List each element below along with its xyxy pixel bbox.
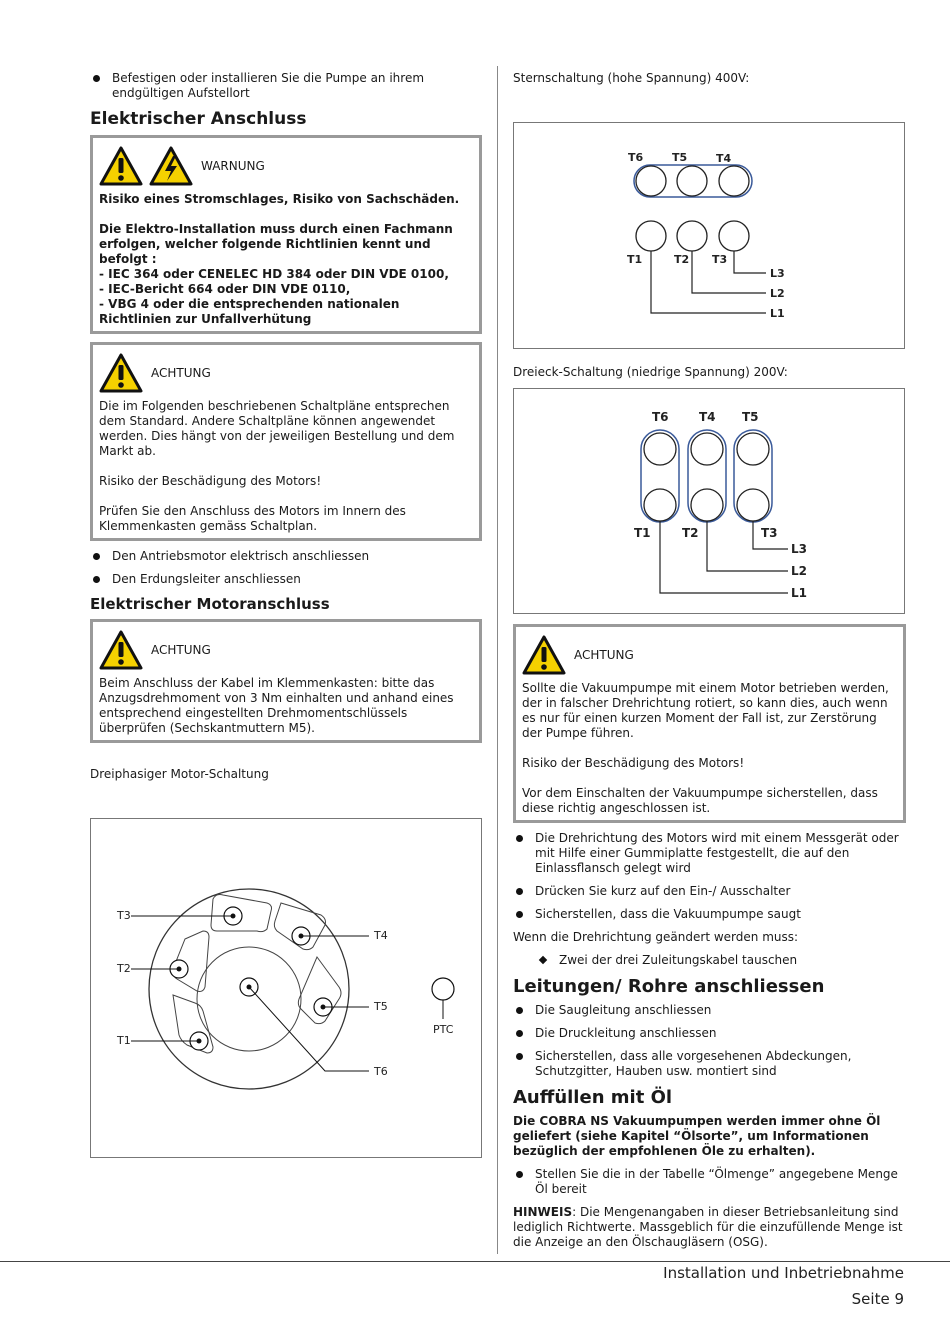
paragraph-wenn: Wenn die Drehrichtung geändert werden muss:	[513, 930, 799, 944]
caption-dreiphasig: Dreiphasiger Motor-Schaltung	[90, 767, 269, 781]
high-voltage-icon	[149, 146, 193, 186]
warning-line1: Risiko eines Stromschlages, Risiko von Sachschäden.	[99, 192, 460, 206]
achtung-text: Vor dem Einschalten der Vakuumpumpe sicherstellen, dass diese richtig angeschlossen ist.	[522, 786, 878, 815]
motor-terminal-diagram	[90, 818, 482, 1158]
footer-rule	[0, 1261, 950, 1262]
achtung-box-drehrichtung	[513, 624, 906, 823]
star-label-t6: T6	[628, 151, 644, 164]
star-label-t5: T5	[672, 151, 688, 164]
list-item: Stellen Sie die in der Tabelle “Ölmenge” angegebene Menge Öl bereit	[513, 1167, 906, 1197]
motor-label-t1: T1	[117, 1034, 131, 1047]
delta-label-t4: T4	[699, 410, 716, 424]
achtung-text: Sollte die Vakuumpumpe mit einem Motor betrieben werden, der in falscher Drehrichtung rotiert, so kann dies, auch wenn es nur für einen kurzen Moment der Fall ist, zur Zerstörung der Pumpe führen.	[522, 681, 889, 740]
delta-label-t3: T3	[761, 526, 778, 540]
warning-box	[90, 135, 482, 334]
heading-elektrischer-anschluss: Elektrischer Anschluss	[90, 109, 307, 129]
warning-triangle-icon	[99, 353, 143, 393]
right-column	[513, 64, 906, 1258]
list-item: Den Erdungsleiter anschliessen	[90, 572, 482, 587]
warning-triangle-icon	[99, 630, 143, 670]
star-label-l1: L1	[770, 307, 785, 320]
star-label-t2: T2	[674, 253, 690, 266]
list-item: Sicherstellen, dass die Vakuumpumpe saugt	[513, 907, 906, 922]
achtung-tag: ACHTUNG	[151, 643, 211, 657]
list-item: Den Antriebsmotor elektrisch anschliessen	[90, 549, 482, 564]
achtung-text: Prüfen Sie den Anschluss des Motors im Innern des Klemmenkasten gemäss Schaltplan.	[99, 504, 406, 533]
heading-motoranschluss: Elektrischer Motoranschluss	[90, 595, 330, 613]
delta-label-t2: T2	[682, 526, 699, 540]
warning-line2: Die Elektro-Installation muss durch einen Fachmann erfolgen, welcher folgende Richtlinien kennt und befolgt :	[99, 222, 453, 266]
delta-label-l3: L3	[791, 542, 807, 556]
list-item: Drücken Sie kurz auf den Ein-/ Ausschalter	[513, 884, 906, 899]
motor-label-ptc: PTC	[433, 1023, 454, 1036]
delta-label-t1: T1	[634, 526, 651, 540]
motor-label-t5: T5	[374, 1000, 388, 1013]
achtung-text: Risiko der Beschädigung des Motors!	[522, 756, 745, 770]
list-item: Die Saugleitung anschliessen	[513, 1003, 906, 1018]
star-label-t1: T1	[627, 253, 643, 266]
motor-label-t2: T2	[117, 962, 131, 975]
achtung-box-drehmoment	[90, 619, 482, 743]
footer-section-title: Installation und Inbetriebnahme	[663, 1264, 904, 1282]
caption-dreieckschaltung: Dreieck-Schaltung (niedrige Spannung) 200V:	[513, 365, 788, 379]
paragraph-hinweis	[513, 1205, 906, 1250]
star-label-t4: T4	[716, 152, 732, 165]
sub-list-item: Zwei der drei Zuleitungskabel tauschen	[513, 953, 906, 968]
achtung-tag: ACHTUNG	[574, 648, 634, 662]
heading-leitungen: Leitungen/ Rohre anschliessen	[513, 976, 825, 997]
warning-tag: WARNUNG	[201, 159, 265, 173]
motor-label-t6: T6	[374, 1065, 388, 1078]
star-label-l2: L2	[770, 287, 785, 300]
warning-triangle-icon	[99, 146, 143, 186]
star-connection-diagram	[513, 122, 905, 349]
achtung-text: Beim Anschluss der Kabel im Klemmenkasten: bitte das Anzugsdrehmoment von 3 Nm einhalten und anhand eines entsprechend eingestellten Drehmomentschlüssels überprüfen (Sechskantmuttern M5).	[99, 676, 454, 735]
delta-label-l1: L1	[791, 586, 807, 600]
warning-triangle-icon	[522, 635, 566, 675]
motor-label-t4: T4	[374, 929, 388, 942]
paragraph-oel-geliefert: Die COBRA NS Vakuumpumpen werden immer ohne Öl geliefert (siehe Kapitel “Ölsorte”, um Informationen bezüglich der empfohlenen Öle zu erhalten).	[513, 1114, 881, 1158]
achtung-text: Risiko der Beschädigung des Motors!	[99, 474, 322, 488]
delta-label-t5: T5	[742, 410, 759, 424]
footer-page-number: Seite 9	[851, 1290, 904, 1308]
delta-label-l2: L2	[791, 564, 807, 578]
caption-sternschaltung: Sternschaltung (hohe Spannung) 400V:	[513, 71, 750, 85]
heading-oel: Auffüllen mit Öl	[513, 1087, 673, 1108]
column-divider	[497, 66, 498, 1254]
star-label-l3: L3	[770, 267, 785, 280]
star-connection-svg	[514, 123, 904, 348]
list-item: Die Druckleitung anschliessen	[513, 1026, 906, 1041]
warning-item: - IEC 364 oder CENELEC HD 384 oder DIN VDE 0100,	[99, 267, 449, 281]
motor-label-t3: T3	[117, 909, 131, 922]
bullet-install-pump: Befestigen oder installieren Sie die Pumpe an ihrem endgültigen Aufstellort	[90, 71, 482, 101]
delta-connection-diagram	[513, 388, 905, 614]
delta-label-t6: T6	[652, 410, 669, 424]
achtung-tag: ACHTUNG	[151, 366, 211, 380]
hinweis-label: HINWEIS	[513, 1205, 573, 1219]
achtung-box-schaltplaene	[90, 342, 482, 541]
list-item: Die Drehrichtung des Motors wird mit einem Messgerät oder mit Hilfe einer Gummiplatte festgestellt, die auf den Einlassflansch gelegt wird	[513, 831, 906, 876]
left-column	[90, 64, 482, 1158]
delta-connection-svg	[514, 389, 904, 613]
warning-item: - IEC-Bericht 664 oder DIN VDE 0110,	[99, 282, 351, 296]
achtung-text: Die im Folgenden beschriebenen Schaltpläne entsprechen dem Standard. Andere Schaltpläne können angewendet werden. Dies hängt von der jeweiligen Bestellung und dem Markt ab.	[99, 399, 455, 458]
list-item: Sicherstellen, dass alle vorgesehenen Abdeckungen, Schutzgitter, Hauben usw. montiert sind	[513, 1049, 906, 1079]
hinweis-text: : Die Mengenangaben in dieser Betriebsanleitung sind lediglich Richtwerte. Massgeblich für die einzufüllende Menge ist die Anzeige an den Ölschaugläsern (OSG).	[513, 1205, 903, 1249]
warning-item: - VBG 4 oder die entsprechenden nationalen Richtlinien zur Unfallverhütung	[99, 297, 400, 326]
star-label-t3: T3	[712, 253, 728, 266]
motor-terminal-svg	[91, 819, 481, 1157]
